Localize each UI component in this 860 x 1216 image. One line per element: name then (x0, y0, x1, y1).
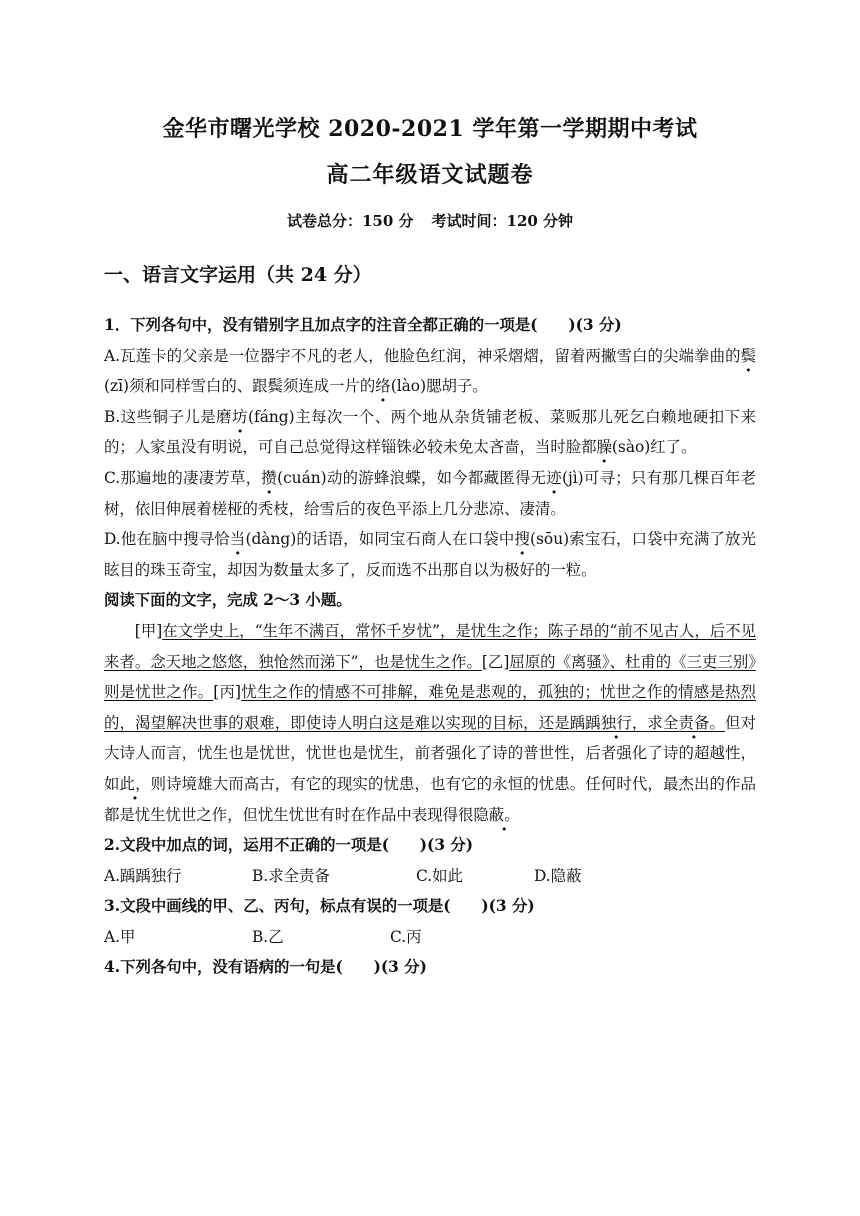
option: B.求全责备 (252, 866, 330, 885)
dotted-char: 鬓 (740, 346, 756, 365)
exam-meta (0, 210, 860, 231)
dotted-char: 攒 (261, 468, 278, 487)
option: C.丙 (390, 927, 422, 946)
question-3-stem: 3.文段中画线的甲、乙、丙句，标点有误的一项是( )(3 分) (104, 897, 535, 916)
underlined-sentence-bing: 忧生之作的情感不可排解，难免是悲观的，孤独的；忧世之作的情感是热烈的，渴望解决世事的艰难，即使诗人明白这是难以实现的目标，还是踽踽独行，求全责备。 (104, 683, 756, 732)
dotted-char: 当 (229, 530, 246, 549)
dotted-char: 搜 (514, 530, 531, 549)
question-1-option-c: C.那遍地的凄凄芳草，攒(cuán)动的游蜂浪蝶，如今都藏匿得无迹(jì)可寻；只有那几棵百年老树，依旧伸展着槎桠的秃枝，给雪后的夜色平添上几分悲凉、凄清。 (104, 468, 756, 518)
question-4-stem: 4.下列各句中，没有语病的一句是( )(3 分) (104, 958, 427, 977)
dotted-word: 隐蔽 (473, 805, 505, 824)
exam-content (104, 310, 756, 983)
section-heading: 一、语言文字运用（共 24 分） (104, 264, 372, 286)
question-1-option-b: B.这些铜子儿是磨坊(fáng)主每次一个、两个地从杂货铺老板、菜贩那儿死乞白赖地硬扣下来的；人家虽没有明说，可自己总觉得这样锱铢必较未免太吝啬，当时脸都臊(sào)红了。 (104, 407, 756, 457)
question-1-stem: 1．下列各句中，没有错别字且加点字的注音全都正确的一项是( )(3 分) (104, 316, 622, 334)
question-2-stem: 2.文段中加点的词，运用不正确的一项是( )(3 分) (104, 836, 474, 855)
marker-yi: [乙] (481, 652, 510, 671)
dotted-char: 坊 (232, 407, 248, 426)
question-2-options (104, 861, 756, 892)
marker-bing: [丙] (213, 683, 242, 702)
question-1-option-a: A.瓦莲卡的父亲是一位器宇不凡的老人，他脸色红润，神采熠熠，留着两撇雪白的尖端拳曲的鬓(zī)须和同样雪白的、跟鬓须连成一片的络(lào)腮胡子。 (104, 346, 756, 396)
exam-subtitle: 高二年级语文试题卷 (326, 162, 534, 188)
total-score: 试卷总分：150 分 (286, 212, 414, 230)
reading-passage: [甲]在文学史上，“生年不满百，常怀千岁忧”，是忧生之作；陈子昂的“前不见古人，后不见来者。念天地之悠悠，独怆然而涕下”，也是忧生之作。[乙]屈原的《离骚》、杜甫的《三吏三别》则是忧世之作。[丙]忧生之作的情感不可排解，难免是悲观的，孤独的；忧世之作的情感是热烈的，渴望解决世事的艰难，即使诗人明白这是难以实现的目标，还是踽踽独行，求全责备。但对大诗人而言，忧生也是忧世，忧世也是忧生，前者强化了诗的普世性，后者强化了诗的超越性，如此，则诗境雄大而高古，有它的现实的忧患，也有它的永恒的忧患。任何时代，最杰出的作品都是忧生忧世之作，但忧生忧世有时在作品中表现得很隐蔽。 (104, 621, 756, 824)
dotted-word: 踽踽独行 (569, 713, 632, 732)
option: B.乙 (252, 927, 284, 946)
option: A.踽踽独行 (104, 866, 182, 885)
underlined-sentence-yi: 屈原的《离骚》、杜甫的《三吏三别》则是忧世之作。 (104, 652, 756, 702)
exam-title: 金华市曙光学校 2020-2021 学年第一学期期中考试 (162, 116, 698, 142)
marker-jia: [甲] (134, 621, 163, 640)
exam-time: 考试时间：120 分钟 (431, 212, 574, 230)
option: A.甲 (104, 927, 136, 946)
dotted-char: 臊 (596, 438, 612, 457)
underlined-sentence-jia: 在文学史上，“生年不满百，常怀千岁忧”，是忧生之作；陈子昂的“前不见古人，后不见来者。念天地之悠悠，独怆然而涕下”，也是忧生之作。 (104, 621, 756, 671)
dotted-char: 迹 (546, 468, 562, 487)
dotted-word: 求全责备 (647, 713, 710, 732)
question-3-options (104, 922, 756, 953)
option: D.隐蔽 (534, 866, 582, 885)
question-1-option-d: D.他在脑中搜寻恰当(dàng)的话语，如同宝石商人在口袋中搜(sōu)索宝石，口袋中充满了放光眩目的珠玉奇宝，却因为数量太多了，反而选不出那自以为极好的一粒。 (104, 530, 756, 579)
dotted-char: 络 (375, 377, 391, 396)
option: C.如此 (416, 866, 463, 885)
dotted-word: 如此 (104, 774, 136, 793)
reading-prompt: 阅读下面的文字，完成 2～3 小题。 (104, 591, 352, 610)
